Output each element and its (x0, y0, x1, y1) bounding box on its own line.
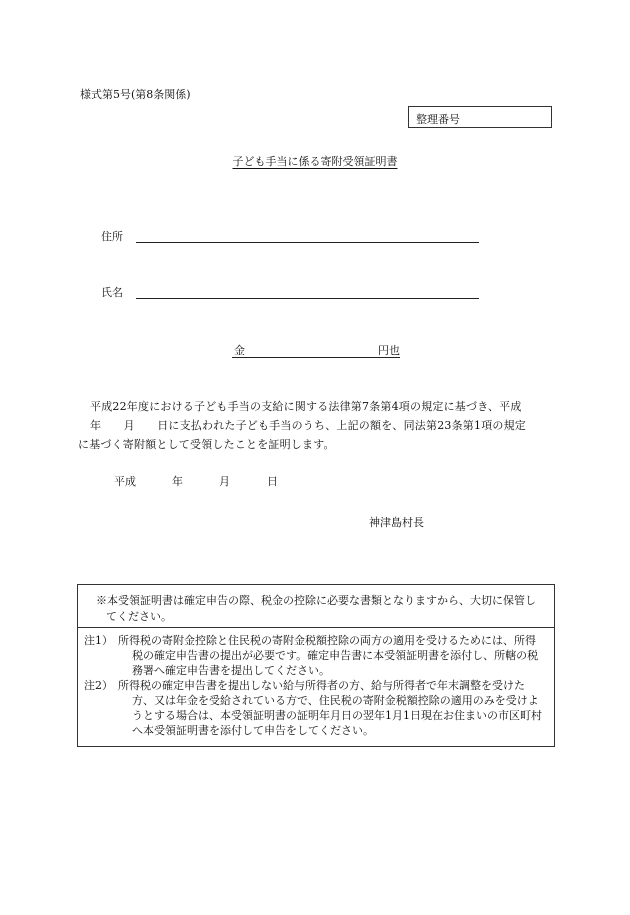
name-line[interactable] (136, 297, 479, 299)
reference-number-label: 整理番号 (416, 113, 460, 126)
amount-suffix: 円也 (378, 344, 400, 357)
document-title: 子ども手当に係る寄附受領証明書 (232, 155, 398, 168)
note-1-tag: 注1） (84, 634, 113, 647)
form-number: 様式第5号(第8条関係) (80, 88, 191, 101)
reference-number-box[interactable] (408, 106, 552, 128)
date-year: 年 (172, 475, 183, 488)
notice-body: ※本受領証明書は確定申告の際、税金の控除に必要な書類となりますから、大切に保管してください。 (96, 594, 536, 623)
note-1 (78, 633, 554, 678)
note-2 (78, 678, 554, 738)
notice-text (78, 585, 554, 628)
address-line[interactable] (136, 241, 479, 243)
issuer-name: 神津島村長 (369, 516, 424, 529)
document-title-wrap (0, 153, 630, 169)
note-1-text: 所得税の寄附金控除と住民税の寄附金税額控除の両方の適用を受けるためには、所得税の確定申告書の提出が必要です。確定申告書に本受領証明書を添付し、所轄の税務署へ確定申告書を提出してください。 (118, 634, 539, 677)
date-era: 平成 (114, 475, 136, 488)
notice-box (77, 584, 555, 747)
date-month: 月 (219, 475, 230, 488)
certification-text (78, 397, 560, 454)
note-2-tag: 注2） (84, 679, 113, 692)
date-day: 日 (267, 475, 278, 488)
name-label: 氏名 (101, 286, 123, 299)
certification-line-2: 年 月 日に支払われた子ども手当のうち、上記の額を、同法第23条第1項の規定 (90, 419, 526, 432)
amount-line[interactable] (232, 343, 400, 358)
amount-prefix: 金 (234, 344, 245, 357)
certification-line-1: 平成22年度における子ども手当の支給に関する法律第7条第4項の規定に基づき、平成 (90, 400, 522, 413)
note-2-text: 所得税の確定申告書を提出しない給与所得者の方、給与所得者で年末調整を受けた方、又は年金を受給されている方で、住民税の寄附金税額控除の適用のみを受けようとする場合は、本受領証明書の証明年月日の翌年1月1日現在お住まいの市区町村へ本受領証明書を添付して申告をしてください。 (118, 679, 542, 737)
certification-line-3: に基づく寄附額として受領したことを証明します。 (78, 438, 335, 451)
address-label: 住所 (101, 230, 123, 243)
